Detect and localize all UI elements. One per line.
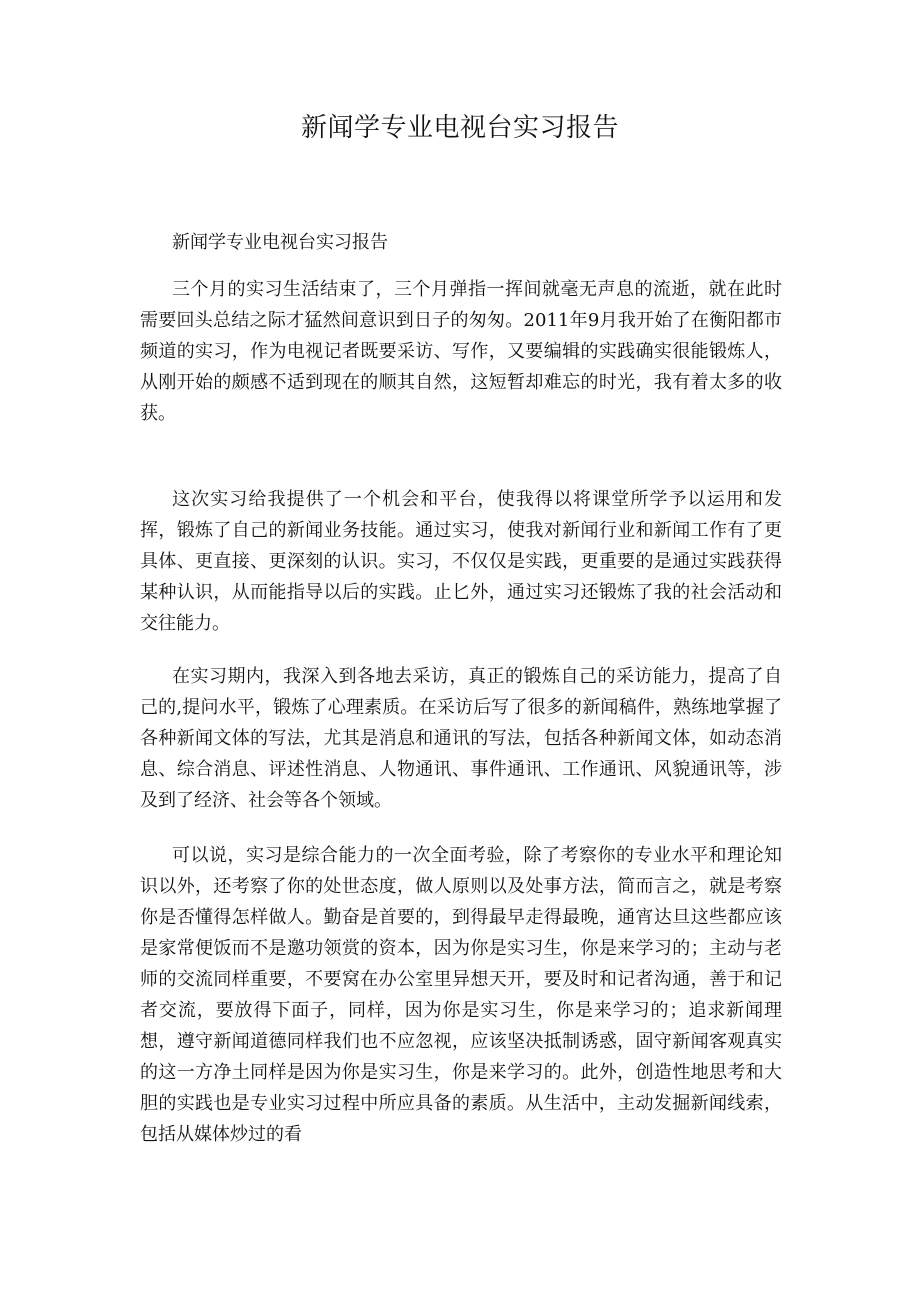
paragraph-1: 三个月的实习生活结束了，三个月弹指一挥间就毫无声息的流逝，就在此时需要回头总结之际才猛然间意识到日子的匆匆。2011年9月我开始了在衡阳都市频道的实习，作为电视记者既要采访、写作，又要编辑的实践确实很能锻炼人，从刚开始的颇感不适到现在的顺其自然，这短暂却难忘的时光，我有着太多的收获。 (140, 279, 782, 424)
paragraph-4: 可以说，实习是综合能力的一次全面考验，除了考察你的专业水平和理论知识以外，还考察了你的处世态度，做人原则以及处事方法，简而言之，就是考察你是否懂得怎样做人。勤奋是首要的，到得最早走得最晚，通宵达旦这些都应该是家常便饭而不是邀功领赏的资本，因为你是实习生，你是来学习的；主动与老师的交流同样重要，不要窝在办公室里异想天开，要及时和记者沟通，善于和记者交流，要放得下面子，同样，因为你是实习生，你是来学习的；追求新闻理想，遵守新闻道德同样我们也不应忽视，应该坚决抵制诱惑，固守新闻客观真实的这一方净土同样是因为你是实习生，你是来学习的。此外，创造性地思考和大胆的实践也是专业实习过程中所应具备的素质。从生活中，主动发掘新闻线索，包括从媒体炒过的看 (140, 845, 782, 1145)
paragraph-2: 这次实习给我提供了一个机会和平台，使我得以将课堂所学予以运用和发挥，锻炼了自己的新闻业务技能。通过实习，使我对新闻行业和新闻工作有了更具体、更直接、更深刻的认识。实习，不仅仅是实践，更重要的是通过实践获得某种认识，从而能指导以后的实践。止匕外，通过实习还锻炼了我的社会活动和交往能力。 (140, 489, 782, 634)
paragraph-3: 在实习期内，我深入到各地去采访，真正的锻炼自己的采访能力，提高了自己的,提问水平，锻炼了心理素质。在采访后写了很多的新闻稿件，熟练地掌握了各种新闻文体的写法，尤其是消息和通讯的写法，包括各种新闻文体，如动态消息、综合消息、评述性消息、人物通讯、事件通讯、工作通讯、风貌通讯等，涉及到了经济、社会等各个领域。 (140, 666, 782, 811)
document-title: 新闻学专业电视台实习报告 (300, 113, 619, 143)
document-subtitle: 新闻学专业电视台实习报告 (172, 232, 388, 253)
